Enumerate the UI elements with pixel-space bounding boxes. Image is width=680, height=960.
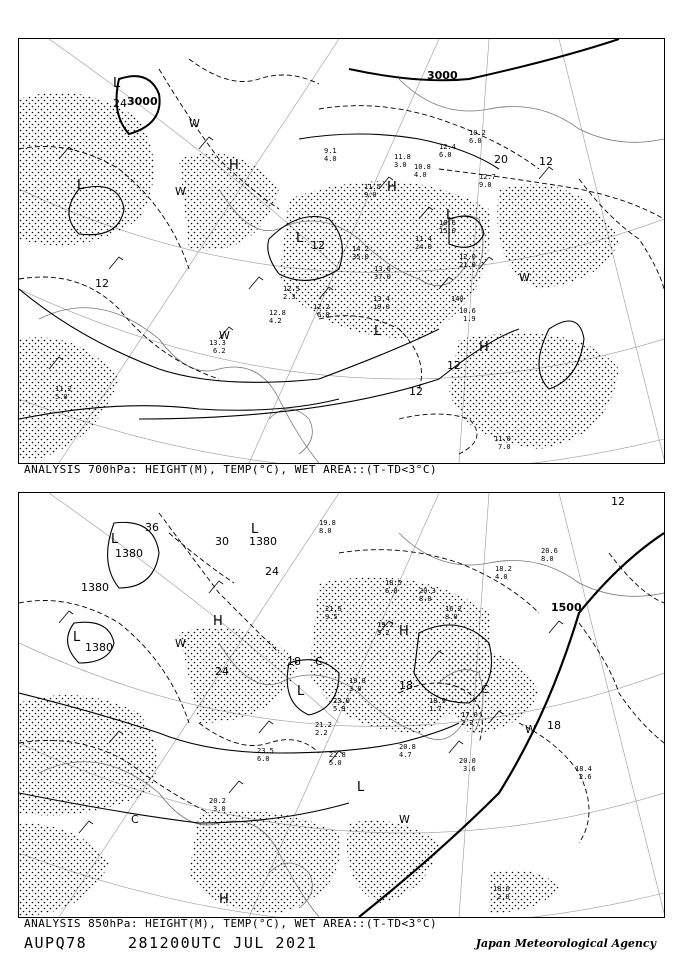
temp-label: 12 xyxy=(539,155,553,168)
high-center: H xyxy=(213,614,223,629)
station-dewpoint: 9.0 xyxy=(364,191,377,199)
warm-center: W xyxy=(219,329,230,342)
warm-center: W xyxy=(175,185,186,198)
station-dewpoint: 9.0 xyxy=(479,181,492,189)
cold-center: C xyxy=(131,813,139,826)
station-temp: 14.2 xyxy=(352,245,369,253)
station-dewpoint: 6.0 xyxy=(439,151,452,159)
station-temp: 20.6 xyxy=(541,547,558,555)
station-dewpoint: 1.9 xyxy=(463,315,476,323)
station-temp: 12.5 xyxy=(283,285,300,293)
station-dewpoint: 5.2 xyxy=(377,629,390,637)
temp-label: 20 xyxy=(494,153,508,166)
height-label: 3000 xyxy=(427,69,458,82)
station-temp: 21.5 xyxy=(325,605,342,613)
chart-panel-850hpa xyxy=(18,492,665,918)
station-temp: 21.2 xyxy=(315,721,332,729)
station-temp: 23.5 xyxy=(257,747,274,755)
low-center: L xyxy=(297,684,305,699)
temp-label: 24 xyxy=(215,665,229,678)
height-label: 1500 xyxy=(551,601,582,614)
station-dewpoint: 1.7 xyxy=(429,705,442,713)
cold-center: C xyxy=(481,683,489,696)
station-dewpoint: 6.0 xyxy=(469,137,482,145)
station-temp: 11.4 xyxy=(415,235,432,243)
station-dewpoint: 4.0 xyxy=(495,573,508,581)
low-center: L xyxy=(113,76,121,91)
station-temp: 13.3 xyxy=(209,339,226,347)
temp-label: 12 xyxy=(311,239,325,252)
station-temp: 22.8 xyxy=(329,751,346,759)
station-dewpoint: 6.2 xyxy=(213,347,226,355)
temp-label: 18 xyxy=(287,655,301,668)
temp-label: 30 xyxy=(215,535,229,548)
temp-label: 24 xyxy=(265,565,279,578)
station-temp: 12.8 xyxy=(269,309,286,317)
low-center: L xyxy=(251,522,259,537)
low-center: L xyxy=(374,324,382,339)
low-center: L xyxy=(446,208,454,223)
station-dewpoint: 4.0 xyxy=(414,171,427,179)
station-temp: 16.2 xyxy=(445,605,462,613)
station-temp: 11.2 xyxy=(55,385,72,393)
station-temp: 10.6 xyxy=(459,307,476,315)
low-center: L xyxy=(296,231,304,246)
high-center: H xyxy=(399,624,409,639)
height-label: 3000 xyxy=(127,95,158,108)
warm-center: W xyxy=(175,637,186,650)
station-temp: 19.8 xyxy=(319,519,336,527)
station-temp: 18.4 xyxy=(575,765,592,773)
station-dewpoint: 9.5 xyxy=(325,613,338,621)
station-dewpoint: 15.0 xyxy=(439,227,456,235)
station-temp: 11.5 xyxy=(364,183,381,191)
high-center: H xyxy=(387,180,397,195)
station-dewpoint: 7.0 xyxy=(498,443,511,451)
station-dewpoint: 6.0 xyxy=(257,755,270,763)
station-temp: 9.1 xyxy=(324,147,337,155)
station-temp: 11.0 xyxy=(494,435,511,443)
temp-label: 12 xyxy=(95,277,109,290)
station-dewpoint: 2.6 xyxy=(579,773,592,781)
wet-areas xyxy=(19,577,559,917)
station-dewpoint: 3.6 xyxy=(463,765,476,773)
station-temp: 18.2 xyxy=(495,565,512,573)
station-dewpoint: 4.7 xyxy=(399,751,412,759)
station-dewpoint: 2.3 xyxy=(283,293,296,301)
low-center: L xyxy=(357,780,365,795)
longitude-tick: 140 xyxy=(451,295,464,303)
temp-label: 12 xyxy=(611,495,625,508)
station-dewpoint: 5.0 xyxy=(329,759,342,767)
station-dewpoint: 24.0 xyxy=(415,243,432,251)
station-temp: 17.0 xyxy=(461,711,478,719)
station-dewpoint: 2.2 xyxy=(315,729,328,737)
station-temp: 18.5 xyxy=(385,579,402,587)
station-temp: 13.6 xyxy=(374,265,391,273)
station-dewpoint: 8.0 xyxy=(419,595,432,603)
warm-center: W xyxy=(189,117,200,130)
station-dewpoint: 5.9 xyxy=(333,705,346,713)
station-temp: 12.2 xyxy=(313,303,330,311)
station-dewpoint: 2.2 xyxy=(461,719,474,727)
chart-panel-700hpa xyxy=(18,38,665,464)
station-temp: 20.3 xyxy=(419,587,436,595)
station-dewpoint: 8.0 xyxy=(445,613,458,621)
warm-center: W xyxy=(399,813,410,826)
station-dewpoint: 19.0 xyxy=(373,303,390,311)
high-center: H xyxy=(219,892,229,907)
temp-label: 36 xyxy=(145,521,159,534)
station-temp: 20.8 xyxy=(399,743,416,751)
station-temp: 12.0 xyxy=(459,253,476,261)
map-700hpa xyxy=(19,39,664,463)
station-dewpoint: 3.0 xyxy=(213,805,226,813)
station-dewpoint: 3.0 xyxy=(349,685,362,693)
station-temp: 20.2 xyxy=(209,797,226,805)
height-label: 1380 xyxy=(249,535,277,548)
height-label: 1380 xyxy=(85,641,113,654)
low-center: L xyxy=(77,178,85,193)
station-dewpoint: 8.0 xyxy=(319,527,332,535)
temp-label: 18 xyxy=(547,719,561,732)
high-center: H xyxy=(479,340,489,355)
warm-center: W xyxy=(519,271,530,284)
temp-label: 18 xyxy=(399,679,413,692)
station-temp: 10.8 xyxy=(414,163,431,171)
temp-label: 12 xyxy=(409,385,423,398)
temp-label: 12 xyxy=(447,359,461,372)
station-temp: 10.6 xyxy=(439,219,456,227)
station-temp: 19.8 xyxy=(349,677,366,685)
station-dewpoint: 37.0 xyxy=(374,273,391,281)
valid-time: 281200UTC JUL 2021 xyxy=(128,934,318,952)
station-dewpoint: 35.0 xyxy=(352,253,369,261)
high-center: H xyxy=(229,158,239,173)
station-dewpoint: 8.0 xyxy=(541,555,554,563)
station-temp: 19.2 xyxy=(377,621,394,629)
station-temp: 20.0 xyxy=(459,757,476,765)
caption-850hpa: ANALYSIS 850hPa: HEIGHT(M), TEMP(°C), WET AREA::(T-TD<3°C) xyxy=(24,917,438,930)
station-dewpoint: 21.0 xyxy=(459,261,476,269)
map-850hpa xyxy=(19,493,664,917)
low-center: L xyxy=(73,630,81,645)
station-temp: 13.4 xyxy=(373,295,390,303)
cold-center: C xyxy=(315,655,323,668)
chart-identifier: AUPQ78 xyxy=(24,934,88,952)
low-center: L xyxy=(111,532,119,547)
height-label: 1380 xyxy=(81,581,109,594)
station-dewpoint: 6.0 xyxy=(317,311,330,319)
station-temp: 23.0 xyxy=(333,697,350,705)
station-dewpoint: 6.0 xyxy=(385,587,398,595)
station-dewpoint: 4.2 xyxy=(269,317,282,325)
station-dewpoint: 4.0 xyxy=(324,155,337,163)
warm-center: W xyxy=(525,723,536,736)
station-dewpoint: 5.0 xyxy=(55,393,68,401)
station-temp: 10.2 xyxy=(469,129,486,137)
station-temp: 12.4 xyxy=(439,143,456,151)
station-temp: 18.9 xyxy=(429,697,446,705)
height-label: 1380 xyxy=(115,547,143,560)
station-dewpoint: 3.0 xyxy=(394,161,407,169)
caption-700hpa: ANALYSIS 700hPa: HEIGHT(M), TEMP(°C), WET AREA::(T-TD<3°C) xyxy=(24,463,438,476)
agency-credit: Japan Meteorological Agency xyxy=(475,937,656,950)
temp-label: 24 xyxy=(113,97,127,110)
station-temp: 18.6 xyxy=(493,885,510,893)
station-dewpoint: 2.0 xyxy=(497,893,510,901)
station-temp: 12.7 xyxy=(479,173,496,181)
station-temp: 11.8 xyxy=(394,153,411,161)
